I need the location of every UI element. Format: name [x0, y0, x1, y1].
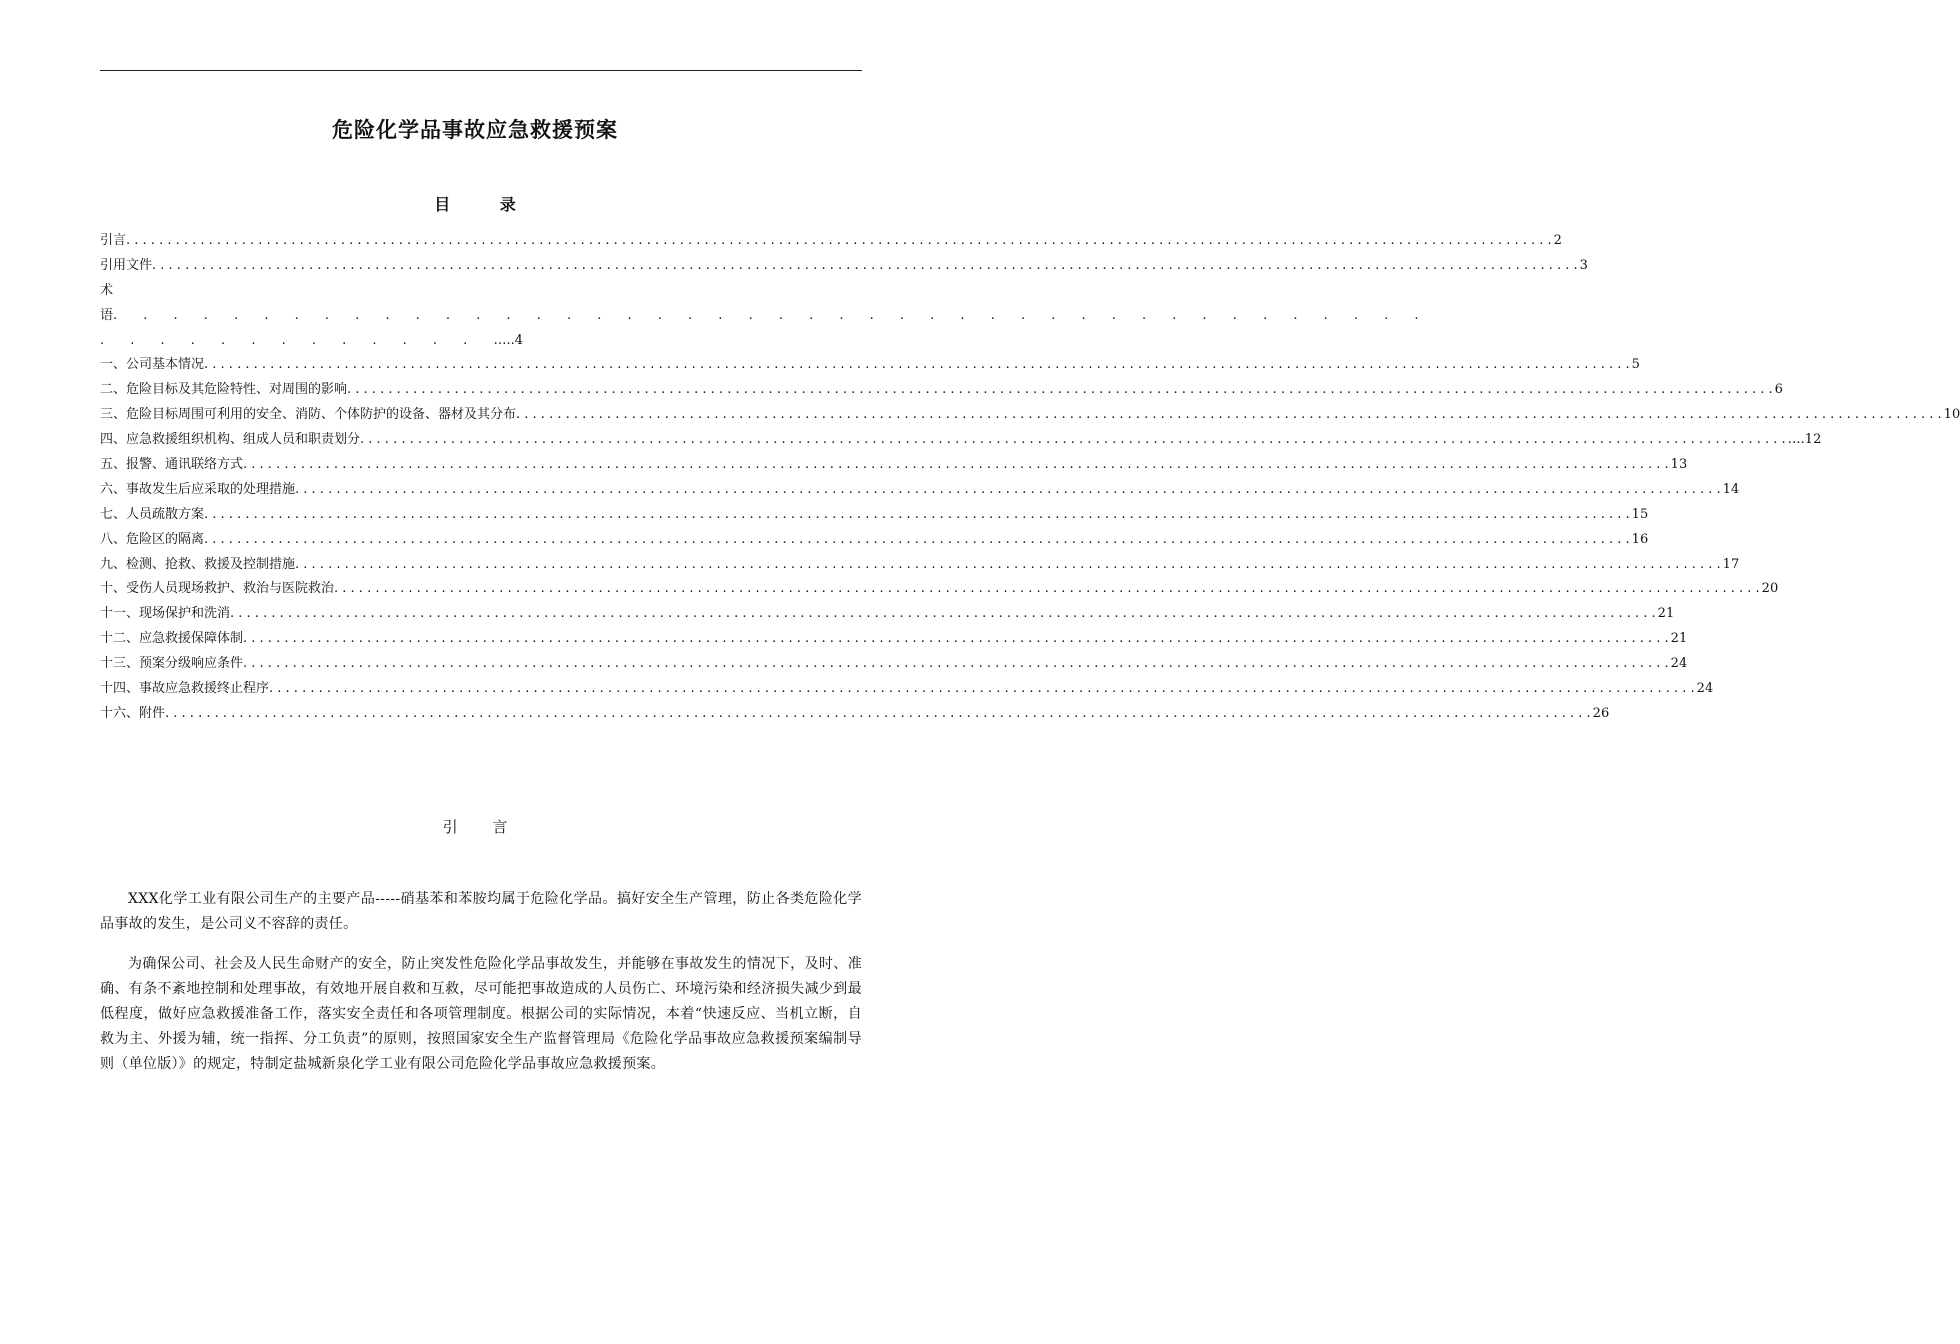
toc-entry-label: 六、事故发生后应采取的处理措施: [100, 481, 296, 497]
toc-entry-label: 引用文件: [100, 257, 153, 273]
toc-entry-page: 17: [1722, 556, 1740, 572]
toc-entry-label: 七、人员疏散方案: [100, 506, 205, 522]
toc-leader: [204, 528, 1630, 553]
toc-entry-label: 三、危险目标周围可利用的安全、消防、个体防护的设备、器材及其分布: [100, 407, 517, 423]
toc-leader: [152, 254, 1578, 279]
toc-entry-page: 20: [1761, 581, 1779, 597]
toc-leader: [347, 378, 1773, 403]
table-of-contents: [100, 229, 1960, 727]
toc-entry[interactable]: [100, 254, 1588, 279]
toc-entry[interactable]: [100, 378, 1783, 403]
toc-entry-label-cont: 语: [100, 307, 114, 323]
toc-entry-page: ….12: [1787, 432, 1822, 448]
toc-entry-label: 引言: [100, 233, 127, 248]
toc-entry[interactable]: [100, 702, 1610, 727]
toc-leader: [126, 229, 1552, 254]
toc-entry-label: 术: [100, 282, 114, 298]
toc-leader: 语. . . . . . . . . . . . . . . . . . . . . . . . . . . . . . . . . . . . . . . . . . . .: [100, 307, 1430, 323]
toc-entry-page: 5: [1631, 357, 1640, 373]
toc-entry[interactable]: [100, 652, 1688, 677]
intro-paragraph: 为确保公司、社会及人民生命财产的安全，防止突发性危险化学品事故发生，并能够在事故发生的情况下，及时、准确、有条不紊地控制和处理事故，有效地开展自救和互救，尽可能把事故造成的人员伤亡、环境污染和经济损失减少到最低程度，做好应急救援准备工作，落实安全责任和各项管理制度。根据公司的实际情况，本着“快速反应、当机立断，自救为主、外援为辅，统一指挥、分工负责”的原则，按照国家安全生产监督管理局《危险化学品事故应急救援预案编制导则（单位版）》的规定，特制定盐城新泉化学工业有限公司危险化学品事故应急救援预案。: [100, 956, 862, 1072]
toc-entry-page: 15: [1631, 506, 1649, 522]
toc-entry-label: 二、危险目标及其危险特性、对周围的影响: [100, 382, 348, 398]
toc-leader: [269, 677, 1695, 702]
toc-entry[interactable]: [100, 478, 1740, 503]
toc-entry-label: 五、报警、通讯联络方式: [100, 457, 244, 473]
toc-heading: 目 录: [434, 195, 516, 214]
intro-heading: 引 言: [442, 818, 508, 836]
toc-entry-label: 十一、现场保护和洗消: [100, 606, 231, 622]
toc-entry-terms[interactable]: [100, 279, 1430, 354]
toc-leader: . . . . . . . . . . . . . …..4: [100, 332, 523, 348]
toc-entry[interactable]: [100, 453, 1688, 478]
toc-entry[interactable]: [100, 553, 1740, 578]
toc-entry-page: 13: [1670, 457, 1688, 473]
toc-leader: [243, 453, 1669, 478]
toc-entry-page: 10: [1943, 407, 1960, 423]
toc-entry[interactable]: [100, 353, 1640, 378]
toc-entry-page: 21: [1657, 606, 1675, 622]
toc-entry-label: 十六、附件: [100, 705, 166, 721]
toc-entry-page: 24: [1670, 656, 1688, 672]
toc-entry[interactable]: [100, 528, 1649, 553]
toc-entry-page: …..4: [493, 332, 523, 348]
toc-leader: [295, 478, 1721, 503]
toc-entry-page: 14: [1722, 481, 1740, 497]
toc-entry-label: 十、受伤人员现场救护、救治与医院救治: [100, 581, 335, 597]
toc-entry-label: 四、应急救援组织机构、组成人员和职责划分: [100, 432, 361, 448]
toc-leader: [243, 627, 1669, 652]
toc-entry[interactable]: [100, 503, 1649, 528]
toc-leader: [516, 403, 1942, 428]
toc-leader: [204, 503, 1630, 528]
toc-entry[interactable]: [100, 229, 1562, 254]
document-title: 危险化学品事故应急救援预案: [332, 118, 618, 142]
toc-leader: [204, 353, 1630, 378]
toc-leader: [230, 602, 1656, 627]
intro-paragraph: XXX化学工业有限公司生产的主要产品-----硝基苯和苯胺均属于危险化学品。搞好安全生产管理，防止各类危险化学品事故的发生，是公司义不容辞的责任。: [100, 891, 862, 932]
toc-entry[interactable]: [100, 428, 1822, 453]
toc-entry-label: 十三、预案分级响应条件: [100, 656, 244, 672]
toc-entry-label: 十二、应急救援保障体制: [100, 631, 244, 647]
toc-entry-page: 6: [1774, 382, 1783, 398]
toc-leader: [334, 577, 1760, 602]
toc-entry-label: 八、危险区的隔离: [100, 531, 205, 547]
toc-entry-label: 一、公司基本情况: [100, 357, 205, 373]
header-rule: [100, 70, 862, 71]
toc-entry-page: 2: [1553, 233, 1562, 248]
toc-entry-page: 24: [1696, 681, 1714, 697]
toc-entry-label: 九、检测、抢救、救援及控制措施: [100, 556, 296, 572]
toc-entry-page: 3: [1579, 257, 1588, 273]
toc-entry-label: 十四、事故应急救援终止程序: [100, 681, 270, 697]
toc-leader: [165, 702, 1591, 727]
toc-leader: [243, 652, 1669, 677]
toc-entry[interactable]: [100, 403, 1960, 428]
toc-entry[interactable]: [100, 677, 1714, 702]
toc-entry[interactable]: [100, 602, 1675, 627]
toc-entry-page: 26: [1592, 705, 1610, 721]
toc-entry-page: 21: [1670, 631, 1688, 647]
toc-entry[interactable]: [100, 577, 1779, 602]
toc-entry-page: 16: [1631, 531, 1649, 547]
toc-entry[interactable]: [100, 627, 1688, 652]
toc-leader: [295, 553, 1721, 578]
toc-leader: [360, 428, 1786, 453]
